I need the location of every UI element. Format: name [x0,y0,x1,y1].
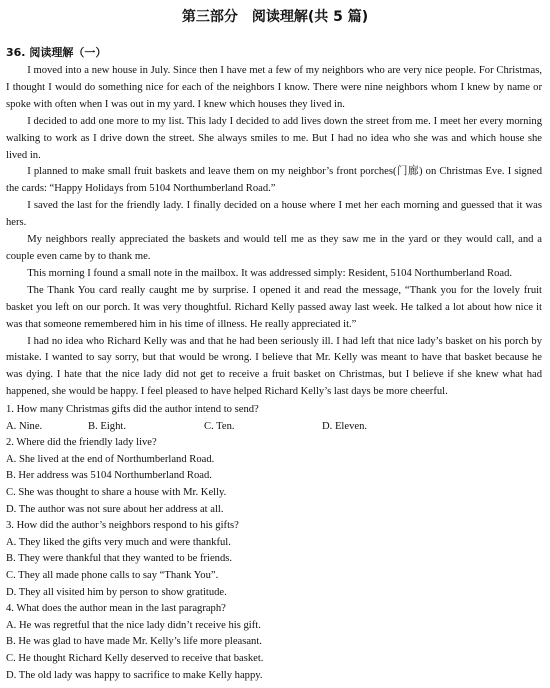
question-block [6,435,542,518]
passage-paragraph: I had no idea who Richard Kelly was and that he had been seriously ill. I had left that nice lady’s basket on his porch by mistake. I wanted to say sorry, but that would be wrong. I believe that Mr. Kelly was meant to have that basket because he was dying. I hate that the nice lady did not get to receive a fruit basket on Christmas, but I believe if she knew what had happened, she would be happy. I feel pleased to have helped Richard Kelly’s last days be more cheerful. [6,335,542,398]
option-d: D. Eleven. [322,420,368,432]
question-heading: 36. 阅读理解（一） [6,46,107,59]
option-a: A. He was regretful that the nice lady didn’t receive his gift. [6,619,261,631]
passage-paragraph: This morning I found a small note in the mailbox. It was addressed simply: Resident, 5104 Northumberland Road. [27,267,513,279]
passage-paragraph: I decided to add one more to my list. This lady I decided to add lives down the street from me. I meet her every morning walking to work as I drive down the street. She always smiles to me. But I had no idea who she was and which house she lived in. [6,115,542,161]
option-a: A. She lived at the end of Northumberland Road. [6,453,215,465]
question-stem: 3. How did the author’s neighbors respond to his gifts? [6,520,239,532]
reading-passage [6,63,542,401]
question-block [6,518,542,601]
question-stem: 1. How many Christmas gifts did the author intend to send? [6,404,259,415]
passage-paragraph: The Thank You card really caught me by surprise. I opened it and read the message, “Thank you for the lovely fruit basket you left on our porch. It was very thoughtful. Richard Kelly passed away last week. He talked a lot about how nice it was that someone remembered him in his time of illness. He really appreciated it.” [6,284,542,330]
option-d: D. They all visited him by person to show gratitude. [6,586,227,598]
option-c: C. He thought Richard Kelly deserved to receive that basket. [6,652,264,664]
passage-paragraph: I moved into a new house in July. Since then I have met a few of my neighbors who are very nice people. For Christmas, I thought I would do something nice for each of the neighbors I know. There were nine neighbors whom I knew by name or spoke with often when I was out in my yard. I knew which houses they lived in. [6,65,542,110]
option-c: C. She was thought to share a house with Mr. Kelly. [6,486,227,498]
option-b: B. He was glad to have made Mr. Kelly’s life more pleasant. [6,636,262,648]
option-a: A. Nine. [6,420,43,432]
option-a: A. They liked the gifts very much and were thankful. [6,536,231,548]
option-c: C. Ten. [204,420,235,432]
question-list [6,402,542,684]
option-b: B. Her address was 5104 Northumberland Road. [6,470,212,482]
question-stem: 2. Where did the friendly lady live? [6,437,157,449]
option-d: D. The old lady was happy to sacrifice to make Kelly happy. [6,669,263,681]
question-stem: 4. What does the author mean in the last paragraph? [6,603,226,615]
passage-paragraph: My neighbors really appreciated the baskets and would tell me as they saw me in the yard or they would call, and a couple even came by to thank me. [6,234,542,262]
question-block [6,402,542,435]
option-row [6,419,542,436]
passage-paragraph: I planned to make small fruit baskets and leave them on my neighbor’s front porches(门廊) on Christmas Eve. I signed the cards: “Happy Holidays from 5104 Northumberland Road.” [6,166,542,195]
passage-paragraph: I saved the last for the friendly lady. I finally decided on a house where I met her each morning and guessed that it was hers. [6,200,542,229]
option-b: B. They were thankful that they wanted to be friends. [6,553,233,565]
section-title: 第三部分 阅读理解(共 5 篇) [181,9,369,25]
option-d: D. The author was not sure about her address at all. [6,503,224,515]
option-c: C. They all made phone calls to say “Thank You”. [6,569,219,581]
option-b: B. Eight. [88,420,126,432]
question-block [6,601,542,684]
